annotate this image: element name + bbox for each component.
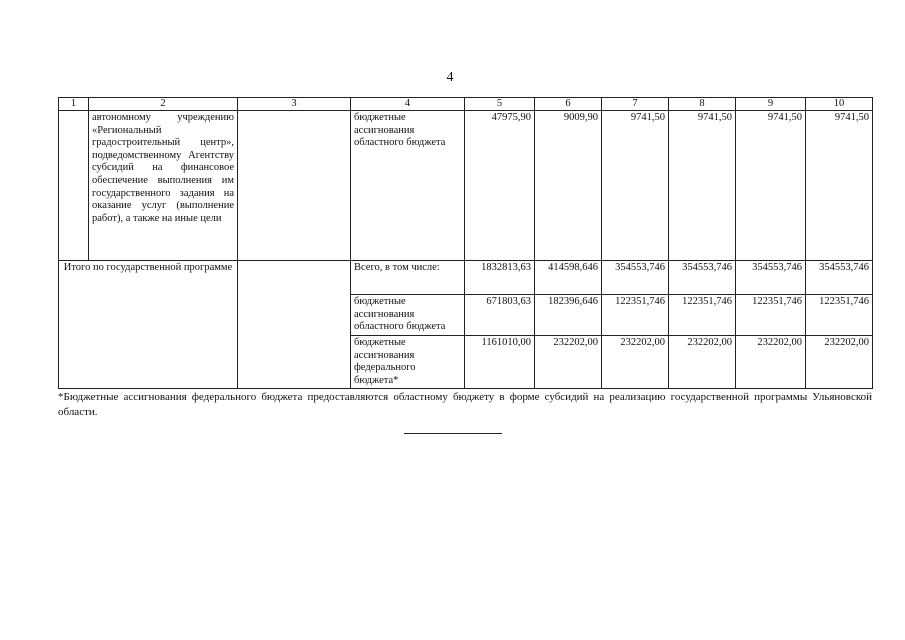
measure-description: автономному учреждению «Региональный градостроительный центр», подведомственному Агентству субсидий на финансовое обеспечение выполнения им государственного задания на оказание услуг (выполнение работ), а также на иные цели xyxy=(89,111,238,261)
value-cell: 671803,63 xyxy=(465,295,535,336)
table-cell xyxy=(59,111,89,261)
column-header: 9 xyxy=(736,98,806,111)
value-cell: 354553,746 xyxy=(736,261,806,295)
value-cell: 232202,00 xyxy=(669,336,736,389)
value-cell: 1832813,63 xyxy=(465,261,535,295)
value-cell: 122351,746 xyxy=(736,295,806,336)
value-cell: 354553,746 xyxy=(806,261,873,295)
column-header: 6 xyxy=(535,98,602,111)
column-header: 8 xyxy=(669,98,736,111)
column-header: 7 xyxy=(602,98,669,111)
end-divider xyxy=(404,433,502,434)
value-cell: 232202,00 xyxy=(535,336,602,389)
column-header: 1 xyxy=(59,98,89,111)
funding-source: Всего, в том числе: xyxy=(351,261,465,295)
value-cell: 354553,746 xyxy=(602,261,669,295)
value-cell: 122351,746 xyxy=(669,295,736,336)
funding-source: бюджетные ассигнования областного бюджета xyxy=(351,111,465,261)
total-label: Итого по государственной программе xyxy=(59,261,238,389)
value-cell: 414598,646 xyxy=(535,261,602,295)
column-header: 10 xyxy=(806,98,873,111)
value-cell: 9741,50 xyxy=(669,111,736,261)
table-row xyxy=(59,261,873,295)
value-cell: 9741,50 xyxy=(736,111,806,261)
value-cell: 122351,746 xyxy=(602,295,669,336)
value-cell: 47975,90 xyxy=(465,111,535,261)
table-row xyxy=(59,111,873,261)
budget-table xyxy=(58,97,873,389)
value-cell: 9009,90 xyxy=(535,111,602,261)
value-cell: 354553,746 xyxy=(669,261,736,295)
page-number: 4 xyxy=(446,70,454,85)
value-cell: 9741,50 xyxy=(806,111,873,261)
funding-source: бюджетные ассигнования федерального бюджета* xyxy=(351,336,465,389)
table-header-row xyxy=(59,98,873,111)
value-cell: 1161010,00 xyxy=(465,336,535,389)
column-header: 3 xyxy=(238,98,351,111)
column-header: 5 xyxy=(465,98,535,111)
column-header: 4 xyxy=(351,98,465,111)
value-cell: 232202,00 xyxy=(736,336,806,389)
table-cell xyxy=(238,111,351,261)
value-cell: 9741,50 xyxy=(602,111,669,261)
table-cell xyxy=(238,261,351,389)
footnote: *Бюджетные ассигнования федерального бюджета предоставляются областному бюджету в форме субсидий на реализацию государственной программы Ульяновской области. xyxy=(58,391,872,418)
value-cell: 122351,746 xyxy=(806,295,873,336)
value-cell: 232202,00 xyxy=(602,336,669,389)
value-cell: 232202,00 xyxy=(806,336,873,389)
column-header: 2 xyxy=(89,98,238,111)
value-cell: 182396,646 xyxy=(535,295,602,336)
funding-source: бюджетные ассигнования областного бюджета xyxy=(351,295,465,336)
